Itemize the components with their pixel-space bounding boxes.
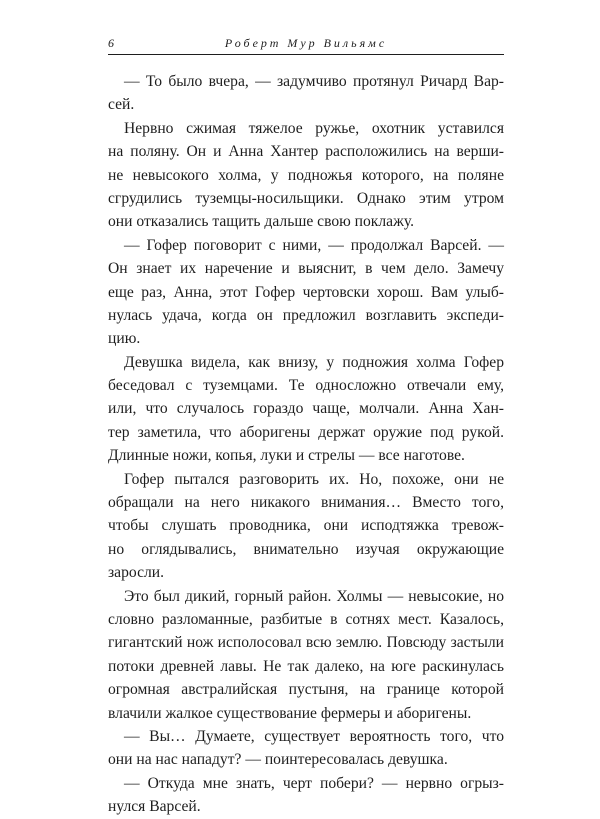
text-line: Это был дикий, горный район. Холмы — невысокие, но [124, 587, 504, 605]
text-line: Нервно сжимая тяжелое ружье, охотник уставился [124, 119, 504, 137]
text-line: чтобы слушать проводника, они исподтяжка тревож- [108, 517, 504, 535]
text-line: сей. [108, 96, 135, 114]
text-line: заросли. [108, 564, 165, 582]
text-line: или, что случалось гораздо чаще, молчали. Анна Хан- [108, 400, 504, 418]
text-line: гигантский нож исполосовал всю землю. Повсюду застыли [108, 634, 504, 652]
running-head [108, 34, 504, 52]
text-line: они на нас нападут? — поинтересовалась девушка. [108, 751, 448, 769]
text-line: — Откуда мне знать, черт побери? — нервно огрыз- [124, 774, 504, 792]
text-line: — Вы… Думаете, существует вероятность того, что [124, 727, 504, 745]
text-line: Гофер пытался разговорить их. Но, похоже, они не [124, 470, 504, 488]
text-line: беседовал с туземцами. Те односложно отвечали ему, [108, 377, 504, 395]
text-line: сгрудились туземцы-носильщики. Однако этим утром [108, 189, 504, 207]
text-line: Длинные ножи, копья, луки и стрелы — все наготове. [108, 447, 465, 465]
running-title-author: Роберт Мур Вильямс [224, 36, 388, 50]
text-line: не невысокого холма, у подножья которого, на поляне [108, 166, 504, 184]
text-line: но оглядывались, внимательно изучая окружающие [108, 540, 504, 558]
text-line: еще раз, Анна, этот Гофер чертовски хорош. Вам улыб- [108, 283, 504, 301]
text-line: потоки древней лавы. Не так далеко, на юге раскинулась [108, 657, 504, 675]
text-line: они отказались тащить дальше свою поклажу. [108, 213, 414, 231]
text-line: цию. [108, 330, 141, 348]
text-line: нулся Варсей. [108, 798, 201, 816]
text-line: влачили жалкое существование фермеры и аборигены. [108, 704, 472, 722]
text-line: обращали на него никакого внимания… Вместо того, [108, 494, 504, 512]
page-number: 6 [108, 36, 114, 50]
text-line: — То было вчера, — задумчиво протянул Ричард Вар- [124, 73, 504, 90]
text-line: огромная австралийская пустыня, на границе которой [108, 681, 504, 699]
text-line: Девушка видела, как внизу, у подножия холма Гофер [124, 353, 504, 371]
text-line: на поляну. Он и Анна Хантер расположились на верши- [108, 143, 504, 161]
text-line: словно разломанные, разбитые в сотнях мест. Казалось, [108, 610, 504, 628]
text-line: — Гофер поговорит с ними, — продолжал Варсей. — [124, 236, 504, 254]
text-line: нулась удача, когда он предложил возглавить экспеди- [108, 306, 504, 324]
header-rule [108, 54, 504, 55]
text-line: Он знает их наречение и выяснит, в чем дело. Замечу [108, 260, 504, 278]
text-line: тер заметила, что аборигены держат оружие под рукой. [108, 423, 504, 441]
body-text [108, 70, 504, 819]
